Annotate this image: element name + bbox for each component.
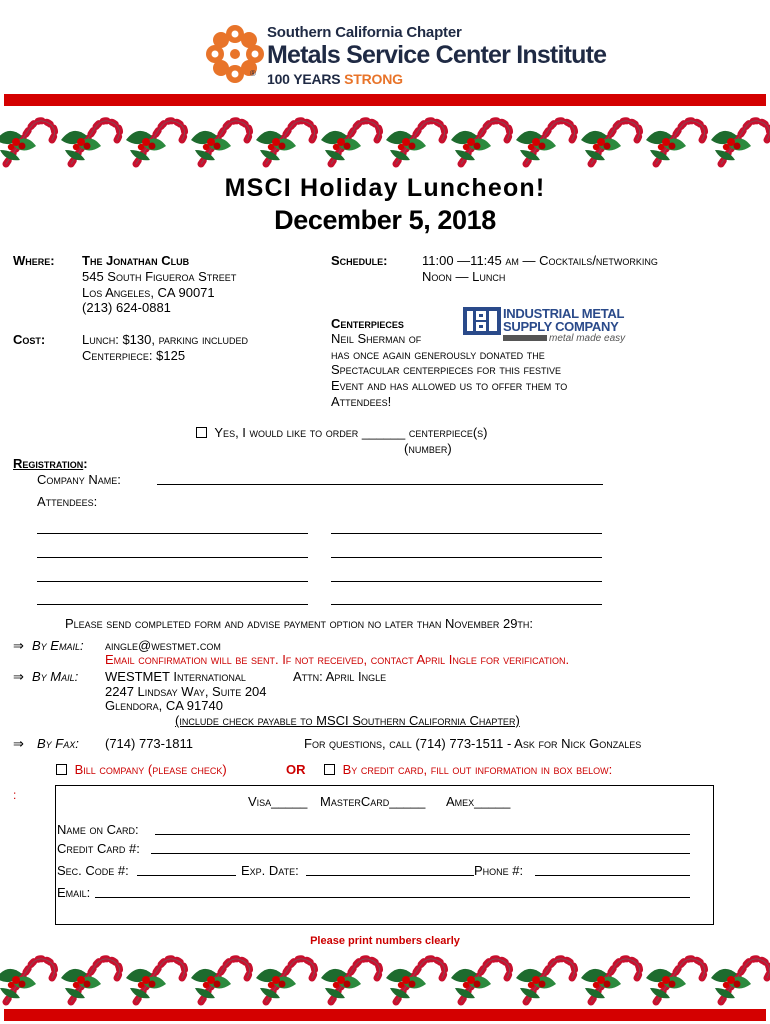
centerpieces-line-5: Attendees! (331, 394, 392, 409)
order-quantity-blank[interactable]: ______ (361, 425, 406, 440)
organization-name: Metals Service Center Institute (267, 41, 607, 69)
fax-label: By Fax: (37, 736, 79, 751)
email-arrow-icon: ⇒ (13, 638, 24, 653)
holiday-garland-top (0, 110, 770, 172)
email-field[interactable] (95, 897, 690, 898)
order-text-a: Yes, I would like to order (214, 425, 359, 440)
attendee-field-3[interactable] (37, 557, 308, 558)
registered-mark: ® (250, 69, 256, 78)
questions-contact: For questions, call (714) 773-1511 - Ask for Nick Gonzales (304, 736, 642, 751)
attendee-field-1[interactable] (37, 533, 308, 534)
card-number-field[interactable] (151, 853, 690, 854)
sponsor-name-1: INDUSTRIAL METAL (503, 306, 625, 321)
schedule-label: Schedule: (331, 253, 388, 268)
event-date: December 5, 2018 (274, 205, 496, 235)
sponsor-tagline-bar (503, 335, 547, 341)
credit-card-label: By credit card, fill out information in box below: (342, 762, 613, 777)
years-suffix: STRONG (344, 71, 403, 87)
holly-candy-cane-icon (646, 959, 705, 1002)
schedule-lunch: Noon — Lunch (422, 269, 506, 284)
name-on-card-label: Name on Card: (57, 822, 139, 837)
sec-code-field[interactable] (137, 875, 236, 876)
card-number-label: Credit Card #: (57, 841, 140, 856)
holly-candy-cane-icon (581, 121, 640, 164)
fax-arrow-icon: ⇒ (13, 736, 24, 751)
visa-option[interactable]: Visa_____ (248, 794, 308, 809)
send-instructions: Please send completed form and advise payment option no later than November 29th: (65, 616, 534, 631)
venue-address-1: 545 South Figueroa Street (82, 269, 237, 284)
holly-candy-cane-icon (126, 959, 185, 1002)
company-name-label: Company Name: (37, 472, 121, 487)
years-prefix: 100 YEARS (267, 71, 341, 87)
credit-card-option (324, 762, 612, 778)
holly-candy-cane-icon (321, 959, 380, 1002)
venue-phone: (213) 624-0881 (82, 300, 171, 315)
holly-candy-cane-icon (451, 121, 510, 164)
centerpieces-line-1: Neil Sherman of (331, 331, 422, 346)
holly-candy-cane-icon (516, 121, 575, 164)
mastercard-option[interactable]: MasterCard_____ (320, 794, 426, 809)
chapter-name: Southern California Chapter (267, 24, 462, 41)
stray-colon: : (13, 788, 17, 802)
email-label: By Email: (32, 638, 84, 653)
centerpiece-cost: Centerpiece: $125 (82, 348, 186, 363)
attendee-field-4[interactable] (331, 557, 602, 558)
mail-arrow-icon: ⇒ (13, 669, 24, 684)
imsc-logo-icon (463, 307, 503, 337)
holly-candy-cane-icon (321, 121, 380, 164)
centerpieces-heading: Centerpieces (331, 316, 404, 331)
attendee-field-5[interactable] (37, 581, 308, 582)
phone-label: Phone #: (474, 863, 524, 878)
centerpieces-line-2: has once again generously donated the (331, 347, 545, 362)
exp-date-label: Exp. Date: (241, 863, 299, 878)
holly-candy-cane-icon (646, 121, 705, 164)
bill-company-checkbox[interactable] (56, 764, 67, 775)
holly-candy-cane-icon (0, 121, 55, 164)
bill-company-option (56, 762, 227, 778)
attendee-field-2[interactable] (331, 533, 602, 534)
fax-number: (714) 773-1811 (105, 736, 193, 751)
holly-candy-cane-icon (386, 959, 445, 1002)
bill-company-label: Bill company (please check) (74, 762, 227, 777)
attendee-field-6[interactable] (331, 581, 602, 582)
holly-candy-cane-icon (61, 959, 120, 1002)
holly-candy-cane-icon (191, 121, 250, 164)
msci-logo-icon (205, 24, 265, 84)
registration-heading (13, 456, 88, 471)
email-confirmation-note: Email confirmation will be sent. If not received, contact April Ingle for verification. (105, 652, 570, 667)
holly-candy-cane-icon (516, 959, 575, 1002)
amex-option[interactable]: Amex_____ (446, 794, 511, 809)
or-separator: OR (286, 762, 306, 777)
centerpieces-line-3: Spectacular centerpieces for this festive (331, 362, 561, 377)
lunch-cost: Lunch: $130, parking included (82, 332, 249, 347)
schedule-cocktails: 11:00 —11:45 am — Cocktails/networking (422, 253, 658, 268)
centerpieces-line-4: Event and has allowed us to offer them to (331, 378, 568, 393)
attendees-label: Attendees: (37, 494, 98, 509)
print-clearly-note: Please print numbers clearly (310, 935, 460, 947)
mail-attn: Attn: April Ingle (293, 669, 387, 684)
check-payable-note: (include check payable to MSCI Southern California Chapter) (175, 713, 520, 728)
sponsor-name-2: SUPPLY COMPANY (503, 319, 619, 334)
email-field-label: Email: (57, 885, 91, 900)
mail-label: By Mail: (32, 669, 79, 684)
holly-candy-cane-icon (256, 959, 315, 1002)
where-label: Where: (13, 253, 55, 268)
holly-candy-cane-icon (581, 959, 640, 1002)
holly-candy-cane-icon (711, 959, 770, 1002)
holly-candy-cane-icon (386, 121, 445, 164)
order-line (196, 425, 488, 441)
holly-candy-cane-icon (191, 959, 250, 1002)
mail-city: Glendora, CA 91740 (105, 698, 223, 713)
phone-field[interactable] (535, 875, 690, 876)
mail-street: 2247 Lindsay Way, Suite 204 (105, 684, 267, 699)
order-number-hint: (number) (404, 441, 452, 456)
sponsor-logo (463, 307, 638, 347)
venue-name: The Jonathan Club (82, 253, 190, 268)
registration-heading-colon: : (83, 456, 88, 471)
name-on-card-field[interactable] (155, 834, 690, 835)
holly-candy-cane-icon (256, 121, 315, 164)
top-red-bar (4, 94, 766, 106)
attendee-field-8[interactable] (331, 604, 602, 605)
attendee-field-7[interactable] (37, 604, 308, 605)
credit-card-checkbox[interactable] (324, 764, 335, 775)
sec-code-label: Sec. Code #: (57, 863, 129, 878)
exp-date-field[interactable] (306, 875, 474, 876)
event-title: MSCI Holiday Luncheon! (224, 174, 546, 202)
order-checkbox[interactable] (196, 427, 207, 438)
holly-candy-cane-icon (451, 959, 510, 1002)
mail-company: WESTMET International (105, 669, 246, 684)
company-name-field[interactable] (157, 484, 603, 485)
holly-candy-cane-icon (61, 121, 120, 164)
sponsor-tagline: metal made easy (549, 333, 626, 344)
registration-heading-text: Registration (13, 456, 84, 471)
holiday-garland-bottom (0, 948, 770, 1010)
email-address[interactable]: aingle@westmet.com (105, 638, 221, 653)
holly-candy-cane-icon (711, 121, 770, 164)
bottom-red-bar (4, 1009, 766, 1021)
holly-candy-cane-icon (0, 959, 55, 1002)
venue-address-2: Los Angeles, CA 90071 (82, 285, 215, 300)
years-tagline (267, 71, 403, 87)
order-text-b: centerpiece(s) (408, 425, 488, 440)
cost-label: Cost: (13, 332, 46, 347)
holly-candy-cane-icon (126, 121, 185, 164)
